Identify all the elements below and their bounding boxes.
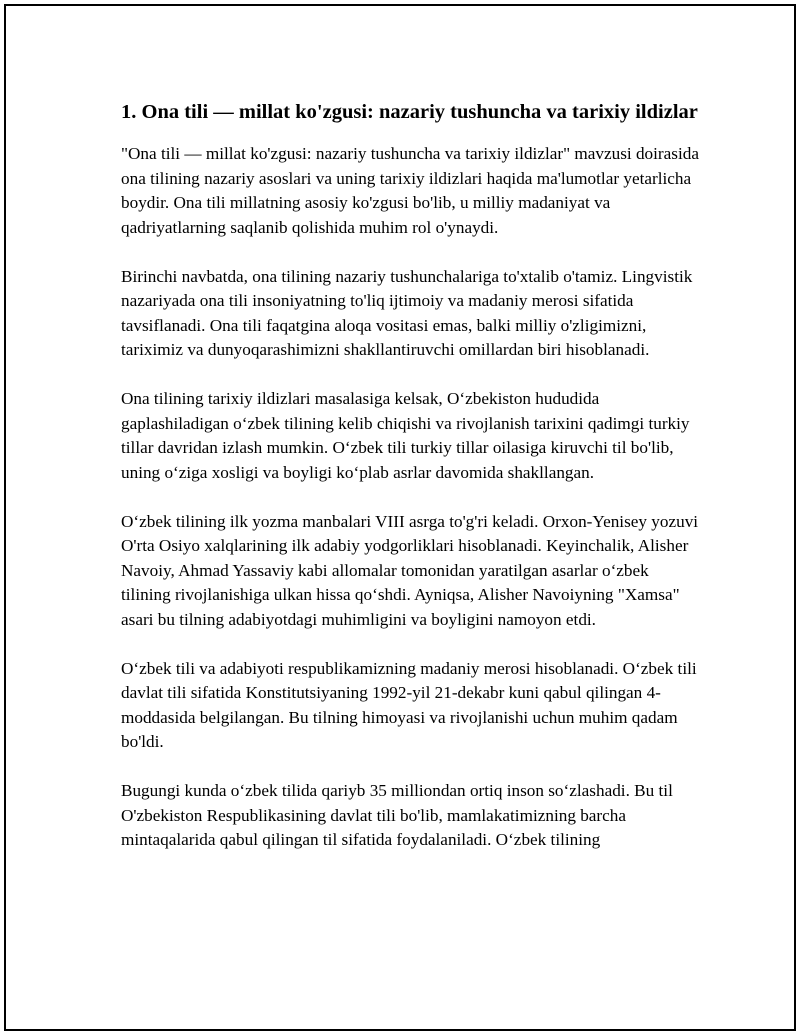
paragraph-intro: "Ona tili — millat ko'zgusi: nazariy tushuncha va tarixiy ildizlar" mavzusi doirasida ona tilining nazariy asoslari va uning tarixiy ildizlari haqida ma'lumotlar yetarlicha boydir. Ona tili millatning asosiy ko'zgusi bo'lib, u milliy madaniyat va qadriyatlarning saqlanib qolishida muhim rol o'ynaydi. bbox=[121, 144, 699, 237]
paragraph-written-sources: O‘zbek tilining ilk yozma manbalari VIII asrga to'g'ri keladi. Orxon-Yenisey yozuvi O'rta Osiyo xalqlarining ilk adabiy yodgorliklari hisoblanadi. Keyinchalik, Alisher Navoiy, Ahmad Yassaviy kabi allomalar tomonidan yaratilgan asarlar o‘zbek tilining rivojlanishiga ulkan hissa qo‘shdi. Ayniqsa, Alisher Navoiyning "Xamsa" asari bu tilning adabiyotdagi muhimligini va boyligini namoyon etdi. bbox=[121, 511, 699, 629]
paragraph-state-language: O‘zbek tili va adabiyoti respublikamizning madaniy merosi hisoblanadi. O‘zbek tili davlat tili sifatida Konstitutsiyaning 1992-yil 21-dekabr kuni qabul qilingan 4-moddasida belgilangan. Bu tilning himoyasi va rivojlanishi uchun muhim qadam bo'ldi. bbox=[121, 658, 697, 751]
document-body bbox=[121, 98, 701, 877]
paragraph-speakers: Bugungi kunda o‘zbek tilida qariyb 35 milliondan ortiq inson so‘zlashadi. Bu til O'zbekiston Respublikasining davlat tili bo'lib, mamlakatimizning barcha mintaqalarida qabul qilingan til sifatida foydalaniladi. O‘zbek tilining bbox=[121, 781, 673, 849]
page-frame bbox=[4, 4, 796, 1031]
paragraph-historical-roots: Ona tilining tarixiy ildizlari masalasiga kelsak, O‘zbekiston hududida gaplashiladigan o‘zbek tilining kelib chiqishi va rivojlanish tarixini qadimgi turkiy tillar davridan izlash mumkin. O‘zbek tili turkiy tillar oilasiga kiruvchi til bo'lib, uning o‘ziga xosligi va boyligi ko‘plab asrlar davomida shakllangan. bbox=[121, 389, 690, 482]
section-heading: 1. Ona tili — millat ko'zgusi: nazariy tushuncha va tarixiy ildizlar bbox=[121, 101, 698, 123]
paragraph-theory: Birinchi navbatda, ona tilining nazariy tushunchalariga to'xtalib o'tamiz. Lingvistik nazariyada ona tili insoniyatning to'liq ijtimoiy va madaniy merosi sifatida tavsiflanadi. Ona tili faqatgina aloqa vositasi emas, balki milliy o'zligimizni, tariximiz va dunyoqarashimizni shakllantiruvchi omillardan biri hisoblanadi. bbox=[121, 266, 693, 359]
